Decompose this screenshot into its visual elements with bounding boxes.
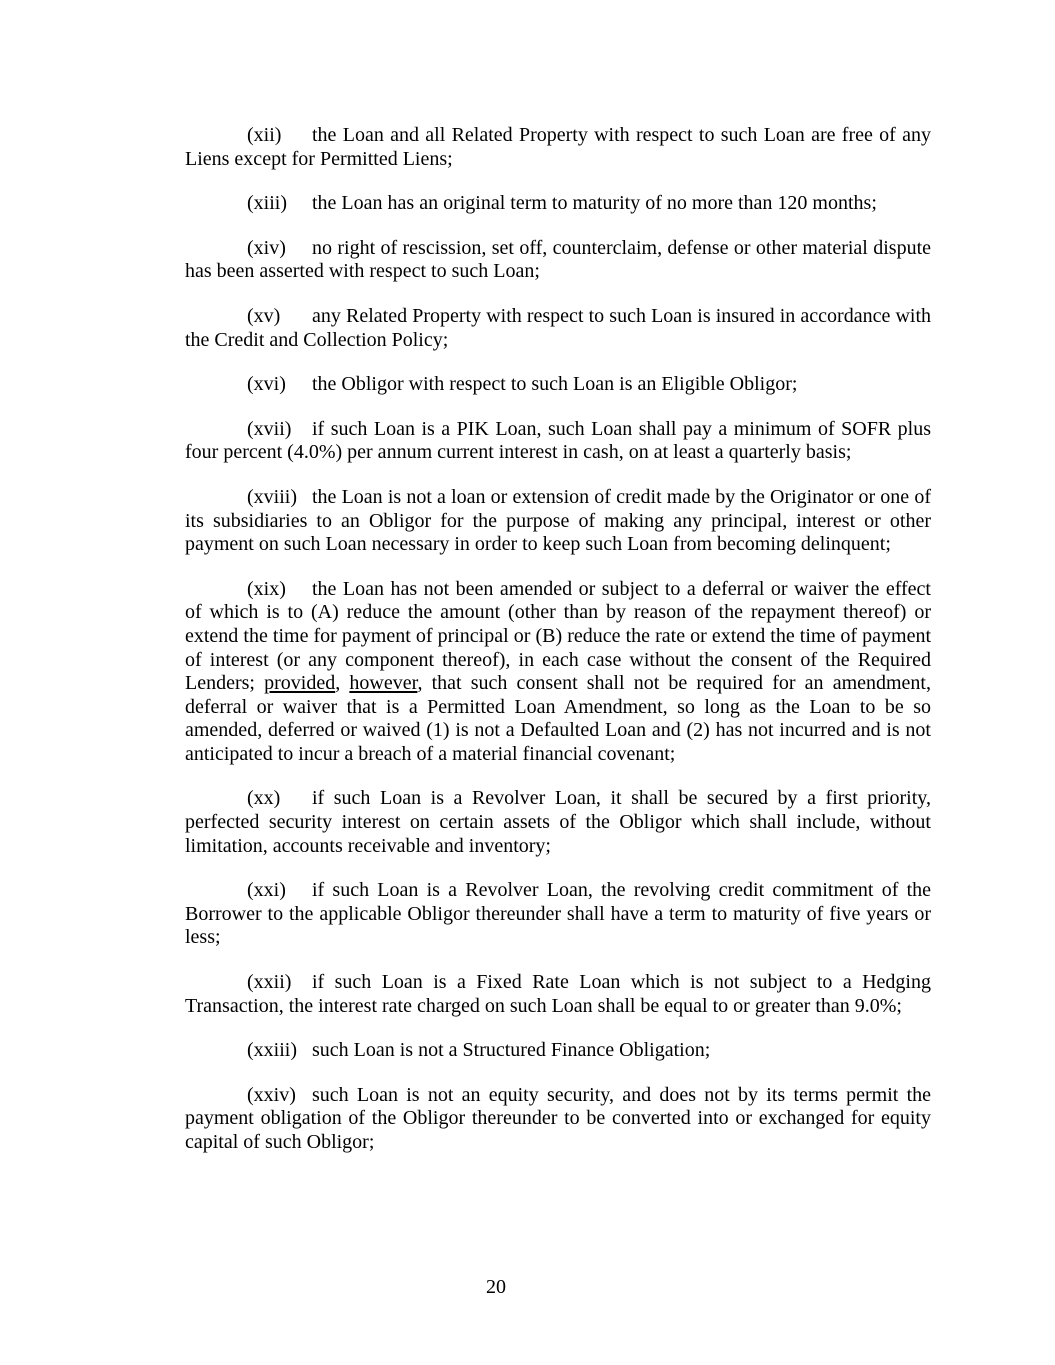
clause-text: no right of rescission, set off, counterclaim, defense or other material dispute has been asserted with respect to such Loan;	[185, 236, 931, 283]
clause-paragraph	[185, 305, 931, 352]
clause-paragraph	[185, 578, 931, 767]
clause-label: (xxi)	[247, 879, 286, 902]
page-footer	[486, 1276, 506, 1300]
clause-text: such Loan is not an equity security, and does not by its terms permit the payment obligation of the Obligor thereunder to be converted into or exchanged for equity capital of such Obligor;	[185, 1083, 931, 1153]
clause-paragraph	[185, 879, 931, 950]
clause-label: (xiii)	[247, 192, 287, 215]
clause-paragraph	[185, 124, 931, 171]
clause-label: (xxiv)	[247, 1083, 296, 1106]
clause-label: (xiv)	[247, 236, 286, 259]
clause-text: such Loan is not a Structured Finance Obligation;	[312, 1039, 711, 1062]
clause-label: (xvi)	[247, 373, 286, 396]
clause-paragraph	[185, 373, 931, 397]
clause-text: the Loan is not a loan or extension of credit made by the Originator or one of its subsidiaries to an Obligor for the purpose of making any principal, interest or other payment on such Loan necessary in order to keep such Loan from becoming delinquent;	[185, 485, 931, 556]
clause-label: (xviii)	[247, 485, 297, 508]
clause-label: (xix)	[247, 577, 286, 600]
underlined-text: however	[349, 672, 418, 695]
underlined-text: provided	[264, 672, 336, 695]
clause-text: the Obligor with respect to such Loan is an Eligible Obligor;	[312, 373, 798, 396]
clause-paragraph	[185, 1039, 931, 1063]
clause-paragraph	[185, 1084, 931, 1155]
clause-text: the Loan has an original term to maturity of no more than 120 months;	[312, 192, 877, 215]
clause-paragraph	[185, 486, 931, 557]
clause-label: (xx)	[247, 787, 281, 810]
clause-label: (xvii)	[247, 417, 292, 440]
document-body	[185, 124, 931, 1176]
clause-text: if such Loan is a PIK Loan, such Loan shall pay a minimum of SOFR plus four percent (4.0%) per annum current interest in cash, on at least a quarterly basis;	[185, 417, 931, 464]
clause-text: the Loan and all Related Property with respect to such Loan are free of any Liens except for Permitted Liens;	[185, 124, 931, 170]
clause-paragraph	[185, 418, 931, 465]
clause-label: (xv)	[247, 304, 281, 327]
clause-paragraph	[185, 237, 931, 284]
clause-text: , that such consent shall not be required for an amendment, deferral or waiver that is a Permitted Loan Amendment, so long as the Loan to be so amended, deferred or waived (1) is not a Defaulted Loan and (2) has not incurred and is not anticipated to incur a breach of a material financial covenant;	[185, 672, 931, 765]
clause-text: if such Loan is a Revolver Loan, it shall be secured by a first priority, perfected security interest on certain assets of the Obligor which shall include, without limitation, accounts receivable and inventory;	[185, 787, 931, 857]
clause-text: the Loan has not been amended or subject to a deferral or waiver the effect of which is to (A) reduce the amount (other than by reason of the repayment thereof) or extend the time for payment of principal or (B) reduce the rate or extend the time of payment of interest (or any component thereof), in each case without the consent of the Required Lenders;	[185, 577, 931, 695]
clause-label: (xxii)	[247, 971, 292, 994]
page-number: 20	[486, 1276, 506, 1298]
clause-text: if such Loan is a Revolver Loan, the revolving credit commitment of the Borrower to the applicable Obligor thereunder shall have a term to maturity of five years or less;	[185, 879, 931, 949]
clause-text: any Related Property with respect to such Loan is insured in accordance with the Credit and Collection Policy;	[185, 304, 931, 351]
clause-paragraph	[185, 971, 931, 1018]
clause-text: if such Loan is a Fixed Rate Loan which is not subject to a Hedging Transaction, the interest rate charged on such Loan shall be equal to or greater than 9.0%;	[185, 971, 931, 1017]
clause-label: (xxiii)	[247, 1039, 297, 1062]
clause-paragraph	[185, 787, 931, 858]
clause-text: ,	[335, 672, 350, 695]
clause-paragraph	[185, 192, 931, 216]
clause-label: (xii)	[247, 124, 282, 146]
